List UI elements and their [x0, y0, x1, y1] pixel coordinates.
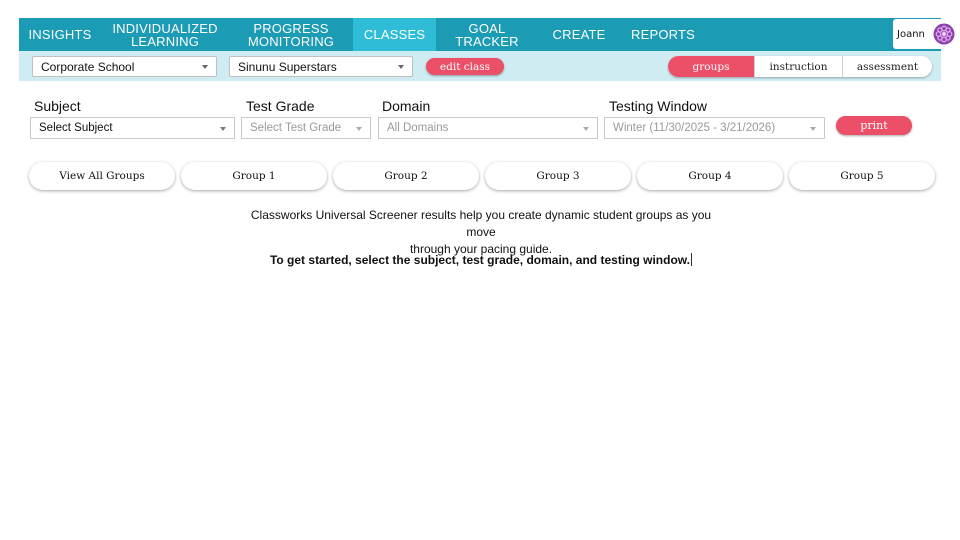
chevron-down-icon	[202, 65, 208, 69]
nav-insights[interactable]	[19, 18, 101, 51]
nav-classes-label: CLASSES	[363, 27, 426, 42]
group-1-button[interactable]	[181, 162, 327, 190]
edit-class-button[interactable]	[426, 58, 504, 75]
chevron-down-icon	[583, 127, 589, 131]
group-label: Group 4	[688, 170, 732, 182]
domain-label: Domain	[382, 98, 431, 114]
school-select-value: Corporate School	[41, 59, 135, 74]
school-select[interactable]	[32, 56, 217, 77]
testing-window-label: Testing Window	[609, 98, 708, 114]
tab-groups-label: groups	[692, 60, 730, 73]
chevron-down-icon	[810, 127, 816, 131]
text-cursor	[691, 253, 692, 266]
group-label: View All Groups	[59, 170, 145, 182]
nav-classes[interactable]	[353, 18, 436, 51]
tab-instruction[interactable]	[754, 56, 842, 77]
testing-window-select[interactable]	[604, 117, 825, 139]
test-grade-select-value: Select Test Grade	[250, 122, 342, 134]
nav-insights-label: INSIGHTS	[28, 27, 92, 42]
subject-select[interactable]	[30, 117, 235, 139]
nav-progress-monitoring[interactable]	[229, 18, 353, 51]
tab-instruction-label: instruction	[769, 60, 828, 73]
domain-select[interactable]	[378, 117, 598, 139]
view-all-groups-button[interactable]	[29, 162, 175, 190]
tab-groups[interactable]	[668, 56, 754, 77]
chevron-down-icon	[398, 65, 404, 69]
nav-progress-label-1: PROGRESS	[253, 20, 329, 36]
group-label: Group 1	[232, 170, 276, 182]
nav-individualized-label-1: INDIVIDUALIZED	[112, 20, 218, 36]
top-navigation	[19, 18, 941, 51]
group-label: Group 2	[384, 170, 428, 182]
flower-avatar-icon	[933, 23, 955, 45]
user-menu[interactable]	[893, 19, 959, 49]
get-started-text: To get started, select the subject, test grade, domain, and testing window.	[269, 253, 691, 267]
class-select[interactable]	[229, 56, 413, 77]
subject-label: Subject	[34, 98, 81, 114]
nav-progress-label-2: MONITORING	[247, 33, 335, 49]
get-started-instruction	[240, 252, 722, 269]
group-3-button[interactable]	[485, 162, 631, 190]
nav-reports-label: REPORTS	[630, 27, 695, 42]
nav-individualized-learning[interactable]	[101, 18, 229, 51]
nav-create[interactable]	[546, 18, 612, 51]
chevron-down-icon	[356, 127, 362, 131]
group-label: Group 5	[840, 170, 884, 182]
nav-goal-tracker[interactable]	[436, 18, 538, 51]
chevron-down-icon	[220, 127, 226, 131]
intro-message	[240, 207, 722, 258]
edit-class-label: edit class	[439, 60, 491, 73]
test-grade-select[interactable]	[241, 117, 371, 139]
user-name: Joann	[897, 28, 925, 40]
print-label: print	[860, 119, 888, 132]
domain-select-value: All Domains	[387, 122, 449, 134]
tab-assessment-label: assessment	[856, 60, 919, 73]
nav-create-label: CREATE	[552, 27, 606, 42]
nav-individualized-label-2: LEARNING	[130, 33, 200, 49]
group-4-button[interactable]	[637, 162, 783, 190]
subject-select-value: Select Subject	[39, 122, 113, 134]
tab-assessment[interactable]	[842, 56, 932, 77]
nav-goal-tracker-label: GOAL TRACKER	[455, 20, 519, 49]
group-2-button[interactable]	[333, 162, 479, 190]
group-label: Group 3	[536, 170, 580, 182]
testing-window-select-value: Winter (11/30/2025 - 3/21/2026)	[613, 122, 776, 134]
class-select-value: Sinunu Superstars	[238, 59, 337, 74]
nav-reports[interactable]	[624, 18, 702, 51]
view-tabs	[668, 56, 932, 77]
intro-message-line-2: through your pacing guide.	[409, 242, 553, 256]
test-grade-label: Test Grade	[246, 98, 315, 114]
intro-message-line-1: Classworks Universal Screener results help you create dynamic student groups as you move	[250, 208, 712, 239]
print-button[interactable]	[836, 116, 912, 135]
group-5-button[interactable]	[789, 162, 935, 190]
